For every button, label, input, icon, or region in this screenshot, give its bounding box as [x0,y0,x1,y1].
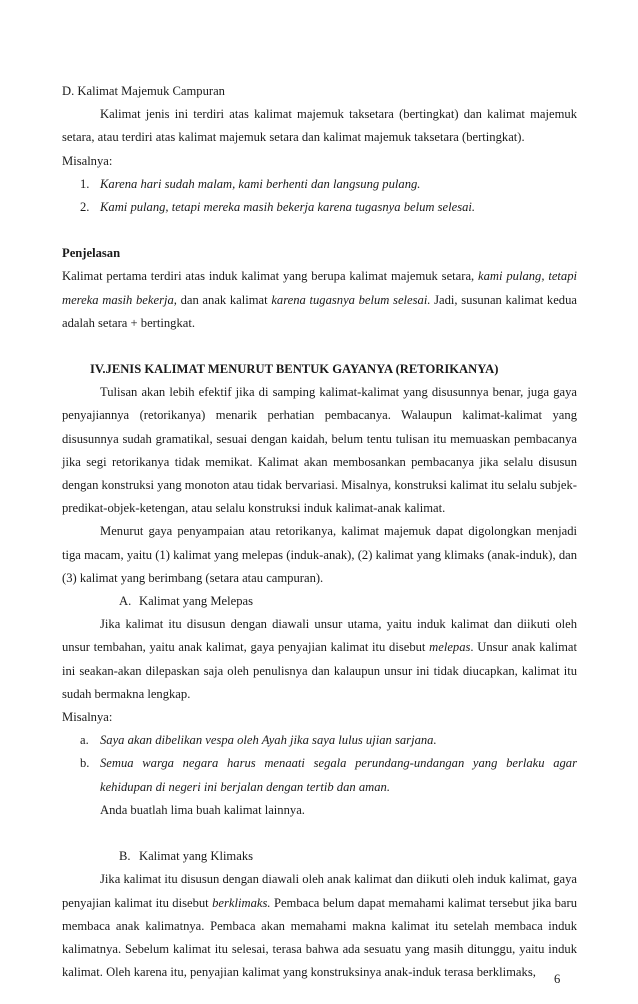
page-number: 6 [554,972,561,986]
section-d-example-list [62,173,577,219]
text-run: . Unsur anak kalimat ini seakan-akan dilepaskan saja oleh penulisnya dan kalaupun unsur ini tidak diucapkan, kalimat itu sudah bermakna lengkap. [62,640,577,701]
misalnya-label: Misalnya: [62,710,113,725]
text-run: Jadi, susunan kalimat kedua adalah setara + bertingkat. [62,292,577,330]
example-text: Semua warga negara harus menaati segala perundang-undangan yang berlaku agar kehidupan di negeri ini berjalan dengan tertib dan aman. [100,756,577,794]
document-page [62,80,577,984]
exercise-instruction: Anda buatlah lima buah kalimat lainnya. [100,802,305,817]
section-d-paragraph: Kalimat jenis ini terdiri atas kalimat majemuk taksetara (bertingkat) dan kalimat majemuk setara, atau terdiri atas kalimat majemuk setara dan kalimat majemuk taksetara (bertingkat). [62,107,577,145]
subsection-a-title [62,590,577,613]
text-run: Pembaca belum dapat memahami kalimat tersebut jika baru membaca anak kalimatnya. Pembaca akan memahami makna kalimat itu setelah membaca induk kalimatnya. Sebelum kalimat itu selesai, terasa bahwa ada sesuatu yang masih ditunggu, yaitu induk kalimat. Oleh karena itu, penyajian kalimat yang konstruksinya anak-induk terasa berklimaks, [62,895,577,980]
subsection-b-title [62,845,577,868]
subsection-b-paragraph [62,868,577,984]
section-iv-title: IV.JENIS KALIMAT MENURUT BENTUK GAYANYA (RETORIKANYA) [90,362,499,377]
italic-run: karena tugasnya belum selesai. [271,292,431,307]
list-number: 1. [80,176,90,191]
text-run: Jika kalimat itu disusun dengan diawali unsur utama, yaitu induk kalimat dan diikuti oleh unsur tembahan, yaitu anak kalimat, gaya penyajian kalimat itu disebut [62,617,577,655]
list-number: 2. [80,200,90,215]
subsection-letter: B. [119,849,131,864]
example-text: Karena hari sudah malam, kami berhenti dan langsung pulang. [100,176,421,191]
example-text: Kami pulang, tetapi mereka masih bekerja karena tugasnya belum selesai. [100,200,476,215]
subsection-title-text: Kalimat yang Melepas [139,594,254,609]
misalnya-label: Misalnya: [62,153,113,168]
subsection-title-text: Kalimat yang Klimaks [139,849,254,864]
subsection-a-paragraph [62,613,577,706]
penjelasan-title: Penjelasan [62,246,121,261]
list-letter: b. [80,756,90,771]
subsection-letter: A. [119,594,132,609]
list-item [62,173,577,196]
list-item [62,752,577,798]
list-item [62,729,577,752]
section-d-title: D. Kalimat Majemuk Campuran [62,84,225,98]
list-letter: a. [80,733,89,748]
list-item [62,196,577,219]
penjelasan-paragraph [62,265,577,335]
example-text: Saya akan dibelikan vespa oleh Ayah jika saya lulus ujian sarjana. [100,733,437,748]
italic-run: kami pulang, tetapi mereka masih bekerja, [62,269,577,307]
italic-run: berklimaks. [212,895,271,910]
subsection-a-example-list [62,729,577,799]
section-iv-paragraph-2: Menurut gaya penyampaian atau retorikanya, kalimat majemuk dapat digolongkan menjadi tiga macam, yaitu (1) kalimat yang melepas (induk-anak), (2) kalimat yang klimaks (anak-induk), dan (3) kalimat yang berimbang (setara atau campuran). [62,524,577,585]
text-run: dan anak kalimat [176,292,272,307]
text-run: Kalimat pertama terdiri atas induk kalimat yang berupa kalimat majemuk setara, [62,269,479,284]
text-run: Jika kalimat itu disusun dengan diawali oleh anak kalimat dan diikuti oleh induk kalimat, gaya penyajian kalimat itu disebut [62,872,577,910]
section-iv-paragraph-1: Tulisan akan lebih efektif jika di samping kalimat-kalimat yang disusunnya benar, juga gaya penyajiannya (retorikanya) menarik perhatian pembacanya. Walaupun kalimat-kalimat yang disusunnya sudah gramatikal, sesuai dengan kaidah, belum tentu tulisan itu memuaskan pembacanya jika segi retorikanya tidak memikat. Kalimat akan membosankan pembacanya jika selalu disusun dengan konstruksi yang monoton atau tidak bervariasi. Misalnya, konstruksi kalimat itu selalu subjek-predikat-objek-ketengan, atau selalu konstruksi induk kalimat-anak kalimat. [62,385,577,516]
italic-run: melepas [429,640,471,655]
